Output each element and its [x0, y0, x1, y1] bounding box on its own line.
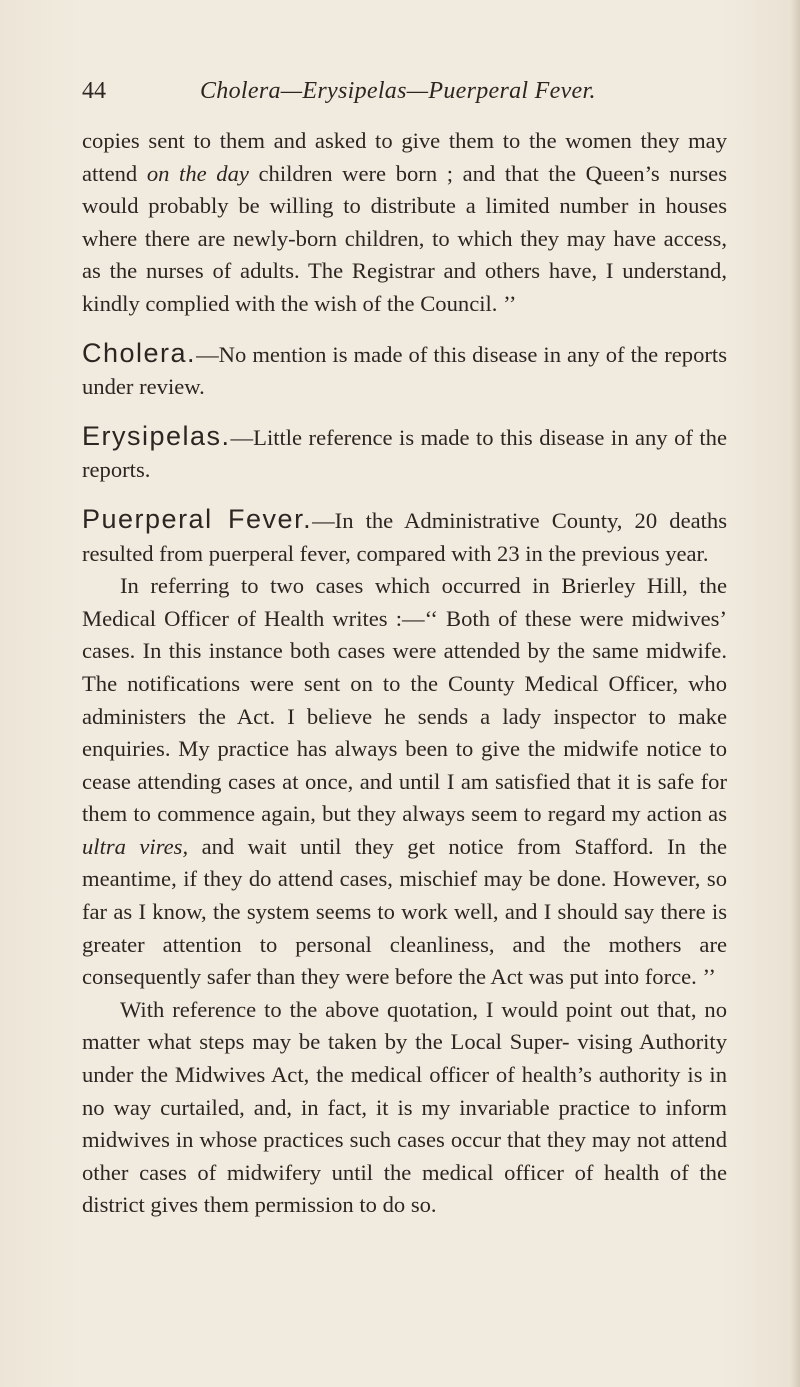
running-header: [82, 70, 732, 110]
paragraph-comment: [82, 994, 727, 1222]
paragraph-text: children were born ; and that the Queen’s nurses would probably be willing to distribute a limited number in houses where there are newly-born children, to which they may have access, as the nurses of adults. The Registrar and others have, I understand, kindly complied with the wish of the Council. ’’: [82, 160, 727, 316]
paragraph-continuation: [82, 125, 727, 321]
paragraph-text: copies sent to them and asked to give them to the women they may attend: [82, 128, 727, 186]
page-body: [82, 125, 727, 1222]
section-puerperal-fever: [82, 503, 727, 570]
section-heading-cholera: Cholera.: [82, 337, 197, 368]
page-number: 44: [82, 78, 106, 104]
paragraph-text: and wait until they get notice from Stafford. In the meantime, if they do attend cases, mischief may be done. However, so far as I know, the system seems to work well, and I should say there is greater attention to personal cleanliness, and the mothers are consequently safer than they were before the Act was put into force. ’’: [82, 833, 727, 990]
section-erysipelas: [82, 420, 727, 487]
italic-phrase: on the day: [146, 160, 249, 186]
paragraph-text: In referring to two cases which occurred in Brierley Hill, the Medical Officer of Health writes :—‘‘ Both of these were midwives’ cases. In this instance both cases were attended by the same midwife. The notifications were sent on to the County Medical Officer, who administers the Act. I believe he sends a lady inspector to make enquiries. My practice has always been to give the midwife notice to cease attending cases at once, and until I am satisfied that it is safe for them to commence again, but they always seem to regard my action as: [82, 573, 727, 827]
section-text-cholera: —No mention is made of this disease in any of the reports under review.: [82, 341, 727, 400]
paragraph-text: With reference to the above quotation, I would point out that, no matter what steps may be taken by the Local Super- vising Authority under the Midwives Act, the medical officer of health’s authority is in no way curtailed, and, in fact, it is my invariable practice to inform midwives in whose practices such cases occur that they may not attend other cases of midwifery until the medical officer of health of the district gives them permission to do so.: [82, 996, 727, 1218]
page-edge-shadow: [790, 0, 800, 1387]
section-heading-puerperal-fever: Puerperal Fever.: [82, 503, 313, 534]
section-text-puerperal-fever: —In the Administrative County, 20 deaths resulted from puerperal fever, compared with 23 in the previous year.: [82, 507, 727, 566]
paragraph-quotation: [82, 570, 727, 994]
italic-phrase: ultra vires,: [82, 833, 189, 859]
section-text-erysipelas: —Little reference is made to this disease in any of the reports.: [82, 424, 727, 483]
running-title: Cholera—Erysipelas—Puerperal Fever.: [200, 78, 596, 104]
section-heading-erysipelas: Erysipelas.: [82, 420, 231, 451]
section-cholera: [82, 337, 727, 404]
